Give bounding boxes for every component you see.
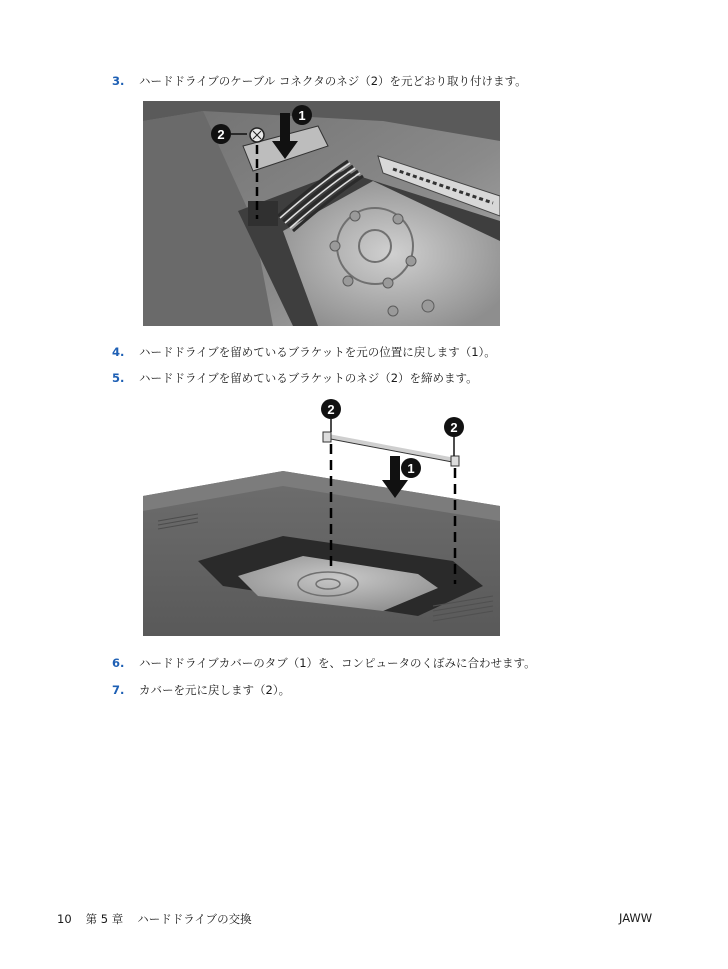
step-number: 3.: [112, 74, 125, 88]
step-number: 5.: [112, 371, 125, 385]
callout-1: [401, 458, 421, 478]
svg-text:1: 1: [407, 461, 415, 476]
svg-text:2: 2: [217, 127, 225, 142]
callout-2-right: [444, 417, 464, 456]
step-text: ハードドライブのケーブル コネクタのネジ（2）を元どおり取り付けます。: [139, 74, 527, 88]
svg-text:1: 1: [298, 108, 306, 123]
callout-1: [292, 105, 312, 125]
step-text: ハードドライブを留めているブラケットを元の位置に戻します（1）。: [139, 345, 496, 359]
chapter-title: ハードドライブの交換: [137, 912, 252, 926]
figure-cable-connector-screw: [143, 101, 500, 326]
step-number: 4.: [112, 345, 125, 359]
footer-doc-code: JAWW: [619, 911, 653, 925]
step-text: カバーを元に戻します（2）。: [139, 683, 291, 697]
step-text: ハードドライブカバーのタブ（1）を、コンピュータのくぼみに合わせます。: [139, 656, 536, 670]
svg-text:2: 2: [327, 402, 335, 417]
footer-left: [57, 911, 252, 927]
step-text: ハードドライブを留めているブラケットのネジ（2）を締めます。: [139, 371, 478, 385]
svg-text:2: 2: [450, 420, 458, 435]
figure-bracket-replace: [143, 396, 500, 636]
step-number: 6.: [112, 656, 125, 670]
step-number: 7.: [112, 683, 125, 697]
page-number: 10: [57, 912, 72, 926]
callout-2-left: [321, 399, 341, 432]
chapter-label: 第 5 章: [85, 912, 124, 926]
